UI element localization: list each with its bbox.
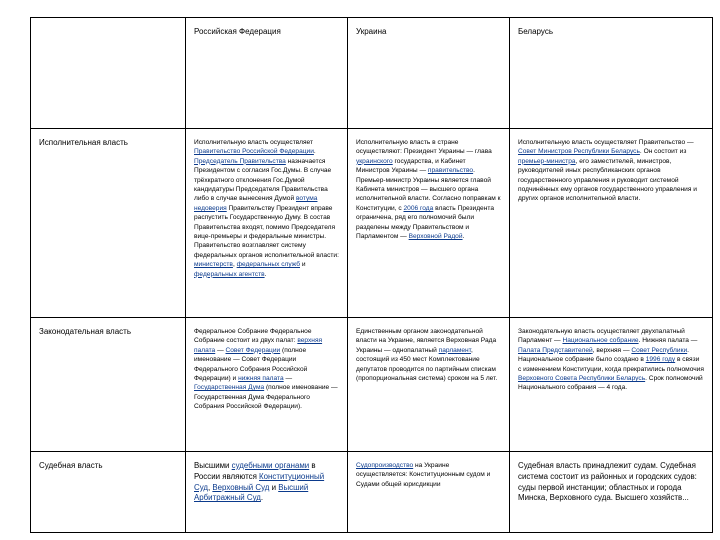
reference-link[interactable]: Палата Представителей bbox=[518, 346, 593, 354]
reference-link[interactable]: Совет Министров Республики Беларусь bbox=[518, 148, 640, 156]
text-segment: . Срок полномочий Национального собрания — 4 года. bbox=[518, 375, 703, 392]
cell-judicial-ukraine bbox=[348, 452, 510, 533]
text-legislative-belarus bbox=[510, 318, 712, 393]
row-label-cell bbox=[31, 129, 186, 318]
reference-link[interactable]: федеральных служб bbox=[236, 261, 300, 269]
text-segment: . Он состоит из bbox=[639, 148, 687, 156]
text-executive-belarus bbox=[510, 129, 712, 204]
comparison-table bbox=[30, 17, 713, 533]
reference-link[interactable]: Председатель Правительства bbox=[194, 157, 286, 165]
reference-link[interactable]: Конституционный Суд bbox=[194, 471, 325, 492]
text-segment: . Нижняя палата — bbox=[638, 337, 698, 345]
text-judicial-ukraine bbox=[348, 452, 509, 531]
cell-judicial-russia bbox=[186, 452, 348, 533]
header-cell-belarus bbox=[510, 18, 713, 129]
row-label-executive: Исполнительная власть bbox=[39, 138, 128, 147]
reference-link[interactable]: правительство bbox=[427, 167, 474, 175]
text-segment: государства, и Кабинет Министров Украины — bbox=[356, 157, 466, 175]
reference-link[interactable]: Совет Федерации bbox=[225, 346, 281, 354]
text-segment: Правительству Президент вправе распустить Государственную Думу. В состав Правительства входят, помимо Председателя вице-премьеры и федеральные министры. Правительство возглавляет систему федеральных органов исполнительной власти: bbox=[194, 204, 339, 259]
row-executive bbox=[31, 129, 713, 318]
text-segment: назначается Президентом с согласия Гос.Думы. В случае трёхкратного отклонения Гос.Думой кандидатуры Председателя Правительства либо в случае вынесения Думой bbox=[194, 157, 332, 203]
header-row bbox=[31, 18, 713, 129]
reference-link[interactable]: федеральных агентств bbox=[194, 270, 265, 278]
reference-link[interactable]: вотума недоверия bbox=[194, 195, 318, 212]
reference-link[interactable]: Судопроизводство bbox=[356, 462, 414, 469]
text-segment: и bbox=[300, 261, 306, 269]
text-legislative-ukraine bbox=[348, 318, 509, 383]
text-segment: — bbox=[215, 346, 226, 354]
text-segment: Исполнительную власть осуществляет bbox=[194, 139, 313, 146]
cell-legislative-belarus bbox=[510, 318, 713, 452]
row-label-cell bbox=[31, 318, 186, 452]
text-segment: , верхняя — bbox=[592, 346, 632, 354]
header-russia: Российская Федерация bbox=[194, 27, 281, 36]
reference-link[interactable]: Верховной Радой bbox=[408, 233, 463, 241]
text-segment: Единственным органом законодательной власти на Украине, является Верховная Рада Украины — однопалатный bbox=[356, 328, 497, 354]
row-legislative bbox=[31, 318, 713, 452]
reference-link[interactable]: Верховный Суд bbox=[212, 482, 270, 492]
text-segment: . Премьер-министр Украины является главой Кабинета министров — высшего органа исполнительной власти. Согласно поправкам к Конституции, с bbox=[356, 167, 501, 212]
cell-executive-belarus bbox=[510, 129, 713, 318]
text-segment: . bbox=[313, 148, 316, 156]
text-segment: Исполнительную власть в стране осуществляют: Президент Украины — глава bbox=[356, 139, 492, 156]
reference-link[interactable]: верхняя палата bbox=[194, 337, 323, 354]
text-segment: на Украине осуществляется: Конституционным судом и Судами общей юрисдикции bbox=[356, 462, 491, 488]
text-judicial-russia bbox=[186, 452, 347, 531]
cell-executive-ukraine bbox=[348, 129, 510, 318]
reference-link[interactable]: нижняя палата bbox=[238, 375, 284, 383]
reference-link[interactable]: парламент bbox=[438, 346, 471, 354]
header-empty bbox=[31, 18, 185, 27]
text-segment: , bbox=[232, 261, 237, 269]
reference-link[interactable]: 1996 году bbox=[645, 356, 676, 364]
cell-judicial-belarus bbox=[510, 452, 713, 533]
text-executive-ukraine bbox=[348, 129, 509, 241]
text-segment: , bbox=[208, 482, 213, 492]
reference-link[interactable]: Верховного Совета Республики Беларусь bbox=[518, 375, 646, 383]
text-segment: . bbox=[264, 270, 267, 278]
reference-link[interactable]: Государственная Дума bbox=[194, 384, 265, 392]
reference-link[interactable]: украинского bbox=[356, 157, 393, 165]
cell-legislative-ukraine bbox=[348, 318, 510, 452]
text-segment: и bbox=[269, 482, 279, 492]
text-segment: . bbox=[462, 233, 465, 241]
reference-link[interactable]: Совет Республики bbox=[631, 346, 688, 354]
text-segment: — bbox=[283, 375, 293, 383]
reference-link[interactable]: министерств bbox=[194, 261, 233, 269]
text-segment: , его заместителей, министров, руководителей иных республиканских органов государственного управления и руководит системой подчинённых ему органов государственного управления и других органов исполнительной власти. bbox=[518, 157, 697, 203]
reference-link[interactable]: Национальное собрание bbox=[562, 337, 639, 345]
reference-link[interactable]: Правительство Российской Федерации bbox=[194, 148, 314, 156]
text-judicial-belarus bbox=[510, 452, 712, 531]
row-label-judicial: Судебная власть bbox=[39, 461, 103, 470]
text-segment: Федеральное Собрание Федеральное Собрание состоит из двух палат: bbox=[194, 328, 312, 345]
text-segment: . Национальное собрание было создано в bbox=[518, 346, 689, 364]
text-segment: Судебная власть принадлежит судам. Судебная система состоит из районных и городских судов: суды первой инстанции; областных и города Минска, Верховного суда. Высшего хозяйств... bbox=[518, 461, 697, 503]
header-cell-empty bbox=[31, 18, 186, 129]
text-segment: в России являются bbox=[194, 461, 316, 481]
header-cell-russia bbox=[186, 18, 348, 129]
row-label-cell bbox=[31, 452, 186, 533]
row-judicial bbox=[31, 452, 713, 533]
cell-legislative-russia bbox=[186, 318, 348, 452]
reference-link[interactable]: судебными органами bbox=[231, 461, 310, 470]
text-segment: Высшими bbox=[194, 461, 232, 470]
text-segment: власть Президента ограничена, ряд его полномочий были разделены между Правительством и Парламентом — bbox=[356, 204, 494, 241]
row-label-legislative: Законодательная власть bbox=[39, 327, 131, 336]
header-cell-ukraine bbox=[348, 18, 510, 129]
text-segment: , состоящий из 450 мест Комплектование депутатов проводится по партийным спискам (пропорциональная система) сроком на 5 лет. bbox=[356, 346, 498, 383]
header-ukraine: Украина bbox=[356, 27, 387, 36]
reference-link[interactable]: 2006 года bbox=[403, 204, 434, 212]
reference-link[interactable]: Высший Арбитражный Суд bbox=[194, 482, 309, 503]
text-segment: . bbox=[260, 493, 264, 503]
reference-link[interactable]: премьер-министра bbox=[518, 157, 576, 165]
text-legislative-russia bbox=[186, 318, 347, 412]
header-belarus: Беларусь bbox=[518, 27, 553, 36]
text-segment: в связи с изменением Конституции, когда прекратились полномочия bbox=[518, 356, 704, 373]
cell-executive-russia bbox=[186, 129, 348, 318]
text-segment: Исполнительную власть осуществляет Правительство — bbox=[518, 139, 694, 146]
text-segment: (полное именование — Совет Федерации Федерального Собрания Российской Федерации) и bbox=[194, 346, 308, 383]
text-executive-russia bbox=[186, 129, 347, 279]
text-segment: Законодательную власть осуществляет двухпалатный Парламент — bbox=[518, 328, 685, 345]
text-segment: (полное именование — Государственная Дума Федерального Собрания Российской Федерации). bbox=[194, 384, 338, 411]
